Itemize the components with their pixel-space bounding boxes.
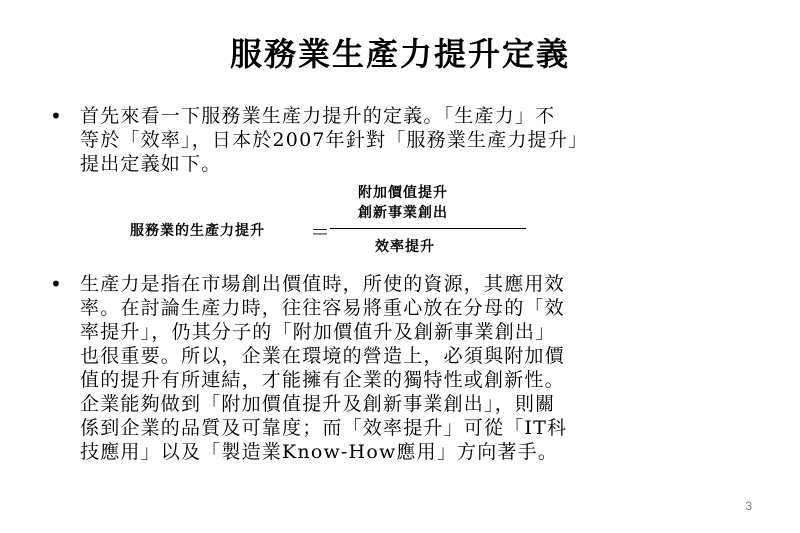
text-line: 技應用」以及「製造業Know-How應用」方向著手。 <box>80 441 559 463</box>
bullet-icon: • <box>50 272 62 296</box>
text-line: 等於「效率」，日本於2007年針對「服務業生產力提升」 <box>80 129 589 151</box>
text-line: 企業能夠做到「附加價值提升及創新事業創出」，則關 <box>80 393 556 415</box>
text-line: 提出定義如下。 <box>80 153 222 175</box>
text-line: 值的提升有所連結，才能擁有企業的獨特性或創新性。 <box>80 369 565 391</box>
text-line: 率。在討論生產力時，往往容易將重心放在分母的「效 <box>80 297 565 319</box>
formula-equals: ＝ <box>310 220 330 244</box>
bullet-text <box>80 104 588 176</box>
formula-lhs: 服務業的生產力提升 <box>130 223 265 239</box>
page-number: 3 <box>745 499 752 513</box>
text-line: 也很重要。所以，企業在環境的營造上，必須與附加價 <box>80 345 565 367</box>
text-line: 係到企業的品質及可靠度；而「效率提升」可從「IT科 <box>80 417 568 439</box>
fraction-bar <box>330 228 526 229</box>
slide-title: 服務業生產力提升定義 <box>229 35 570 73</box>
bullet-text <box>80 272 567 464</box>
bullet-icon: • <box>50 104 62 128</box>
text-line: 生產力是指在市場創出價值時，所使的資源，其應用效 <box>80 273 565 295</box>
text-line: 率提升」，仍其分子的「附加價值升及創新事業創出」 <box>80 321 556 343</box>
formula-numerator-line2: 創新事業創出 <box>358 205 448 221</box>
text-line: 首先來看一下服務業生產力提升的定義。「生產力」不 <box>80 105 556 127</box>
productivity-formula <box>130 180 550 260</box>
formula-numerator-line1: 附加價值提升 <box>358 185 448 201</box>
formula-denominator: 效率提升 <box>375 239 435 255</box>
